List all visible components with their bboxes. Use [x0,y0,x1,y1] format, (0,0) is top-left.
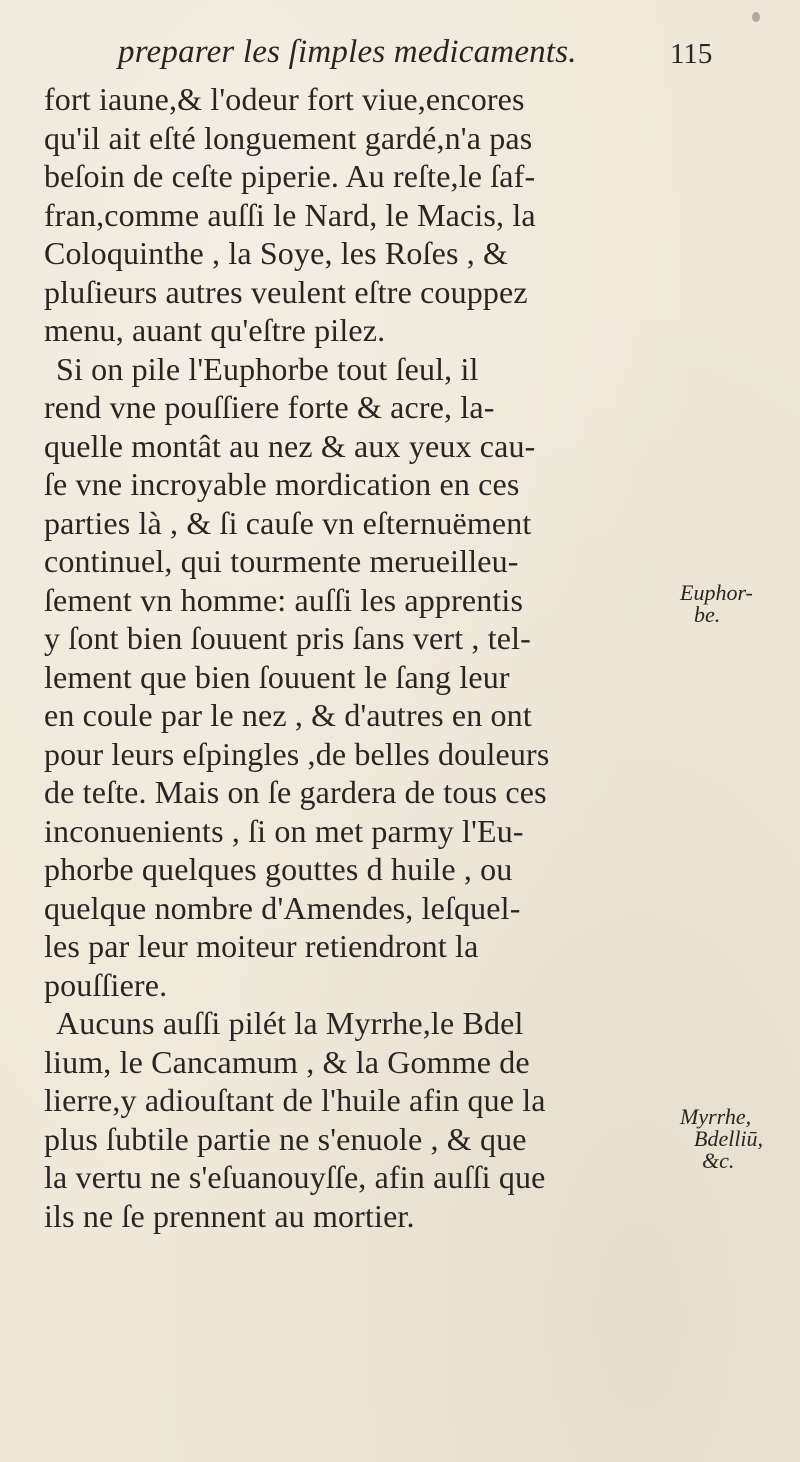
text-line: quelque nombre d'Amendes, leſquel- [44,889,521,926]
margin-note-line: Myrrhe, [680,1104,752,1129]
running-title: preparer les ſimples medicaments. [118,34,577,70]
margin-note-line: Bdelliū, [694,1126,764,1151]
text-line: Si on pile l'Euphorbe tout ſeul, il [56,350,479,387]
margin-note-line: be. [694,602,721,627]
text-line: beſoin de ceſte piperie. Au reſte,le ſaf- [44,158,536,194]
margin-note-line: &c. [702,1148,735,1173]
text-line: Aucuns auſſi pilét la Myrrhe,le Bdel [56,1005,524,1041]
text-line: fran,comme auſſi le Nard, le Macis, la [44,196,536,233]
text-line: rend vne pouſſiere forte & acre, la- [44,389,495,425]
text-line: lement que bien ſouuent le ſang leur [44,658,510,695]
text-line: pluſieurs autres veulent eſtre couppez [44,273,528,310]
text-line: inconuenients , ſi on met parmy l'Eu- [44,812,524,849]
text-line: lium, le Cancamum , & la Gomme de [44,1043,530,1080]
text-line: phorbe quelques gouttes d huile , ou [44,851,513,887]
text-line: ſe vne incroyable mordication en ces [44,466,520,502]
text-line: ſement vn homme: auſſi les apprentis [44,581,524,618]
text-line: quelle montât au nez & aux yeux cau- [44,427,536,464]
text-line: de teſte. Mais on ſe gardera de tous ces [44,774,547,810]
text-line: continuel, qui tourmente merueilleu- [44,543,519,579]
text-line: parties là , & ſi cauſe vn eſternuëment [44,504,532,541]
text-line: y ſont bien ſouuent pris ſans vert , tel- [44,620,531,656]
text-line: en coule par le nez , & d'autres en ont [44,697,532,733]
page-header [118,34,798,74]
ink-speck [752,12,760,22]
text-line: les par leur moiteur retiendront la [44,928,479,964]
text-line: lierre,y adiouſtant de l'huile afin que la [44,1082,546,1118]
text-line: la vertu ne s'eſuanouyſſe, afin auſſi que [44,1159,546,1195]
text-line: qu'il ait eſté longuement gardé,n'a pas [44,119,533,156]
body-text [44,80,664,1235]
text-line: fort iaune,& l'odeur fort viue,encores [44,81,525,117]
text-line: pouſſiere. [44,966,168,1003]
text-line: menu, auant qu'eſtre pilez. [44,312,386,348]
margin-note-line: Euphor- [680,580,753,605]
margin-note-myrrhe [680,1106,796,1172]
margin-note-euphorbe [680,582,796,626]
text-line: plus ſubtile partie ne s'enuole , & que [44,1120,527,1157]
text-line: pour leurs eſpingles ,de belles douleurs [44,735,550,772]
text-line: Coloquinthe , la Soye, les Roſes , & [44,235,509,271]
page-number: 115 [670,38,713,70]
text-line: ils ne ſe prennent au mortier. [44,1197,415,1234]
